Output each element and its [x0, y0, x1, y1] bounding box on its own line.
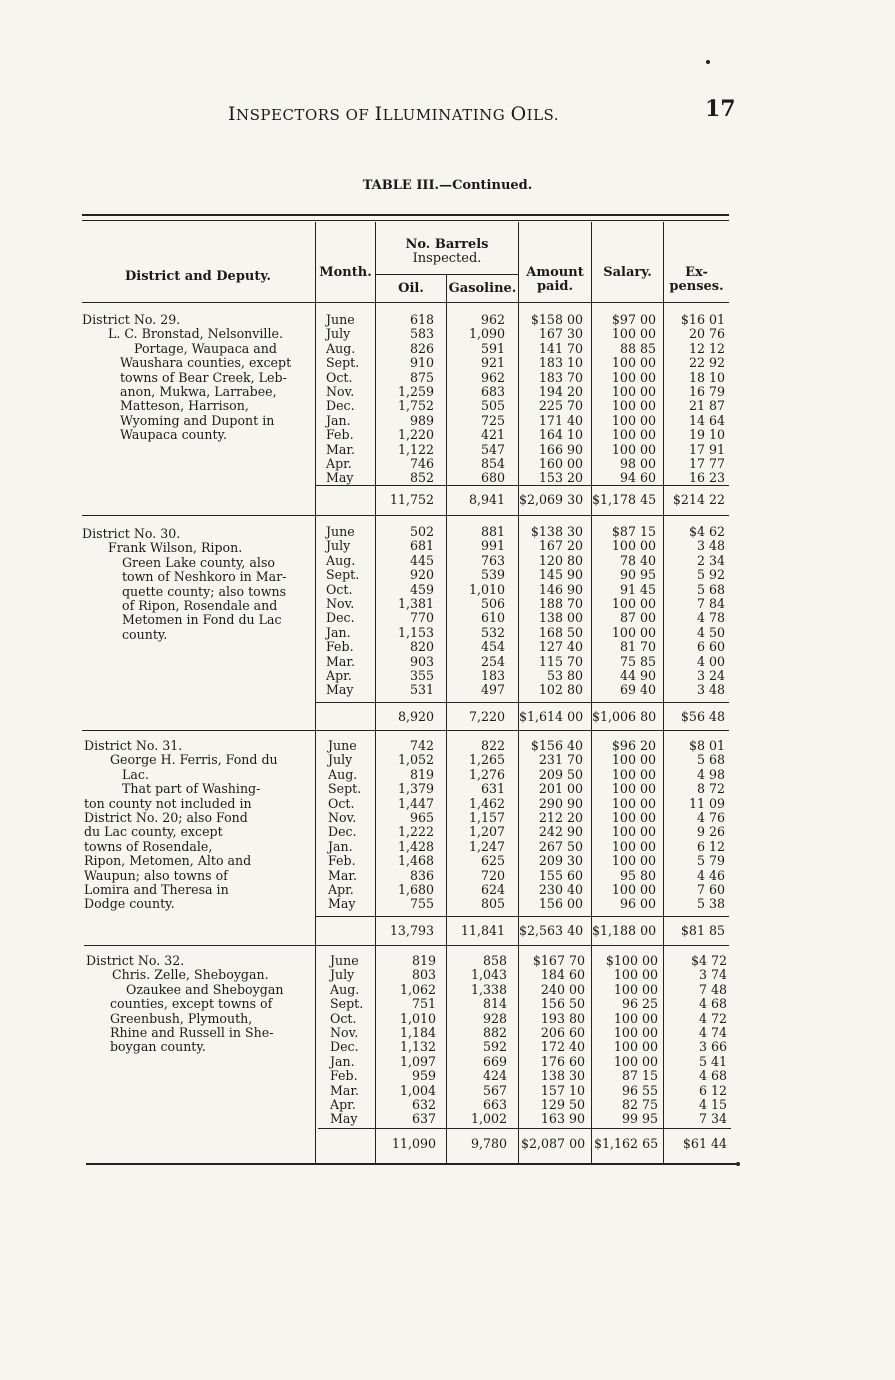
district-29-amount: $158 00 167 30 141 70 183 10 183 70 194 20 225 70 171 40 164 10 166 90 160 00 153 20 [530, 312, 583, 486]
district-31-amount: $156 40 231 70 209 50 201 00 290 90 212 20 242 90 267 50 209 30 155 60 230 40 156 00 [530, 738, 583, 912]
district-30-total-amount: $1,614 00 [519, 709, 584, 724]
district-29-expenses: $16 01 20 76 12 12 22 92 18 10 16 79 21 87 14 64 19 10 17 91 17 77 16 23 [680, 312, 725, 486]
district-31-total-gasoline: 11,841 [460, 923, 505, 938]
district-29-total-amount: $2,069 30 [519, 492, 584, 507]
district-32-total-expenses: $61 44 [682, 1136, 727, 1151]
district-32-total-amount: $2,087 00 [521, 1136, 586, 1151]
district-30-gasoline: 881 991 763 539 1,010 506 610 532 454 254 183 497 [468, 524, 505, 698]
header-oil: Oil. [398, 281, 424, 296]
district-29-total-rule [316, 485, 729, 486]
table-bottom-rule [86, 1163, 736, 1165]
district-31-bottom-rule [84, 945, 729, 946]
barrels-subrule [376, 274, 518, 275]
district-31-months: June July Aug. Sept. Oct. Nov. Dec. Jan. Feb. Mar. Apr. May [328, 738, 362, 912]
district-29-total-oil: 11,752 [389, 492, 434, 507]
district-30-bottom-rule [82, 730, 729, 731]
district-32-months: June July Aug. Sept. Oct. Nov. Dec. Jan. Feb. Mar. Apr. May [330, 953, 364, 1127]
header-amount: Amount paid. [526, 265, 584, 294]
district-32-total-salary: $1,162 65 [594, 1136, 659, 1151]
header-salary: Salary. [603, 265, 652, 280]
district-32-expenses: $4 72 3 74 7 48 4 68 4 72 4 74 3 66 5 41 4 68 6 12 4 15 7 34 [690, 953, 727, 1127]
header-expenses: Ex- penses. [669, 265, 724, 294]
district-30-salary: $87 15 100 00 78 40 90 95 91 45 100 00 87 00 100 00 81 70 75 85 44 90 69 40 [611, 524, 656, 698]
district-30-total-gasoline: 7,220 [468, 709, 505, 724]
district-29-months: June July Aug. Sept. Oct. Nov. Dec. Jan. Feb. Mar. Apr. May [326, 312, 360, 486]
district-29-bottom-rule [82, 515, 729, 516]
header-gasoline: Gasoline. [448, 281, 517, 296]
district-31-total-expenses: $81 85 [680, 923, 725, 938]
district-31-total-oil: 13,793 [389, 923, 434, 938]
district-31-salary: $96 20 100 00 100 00 100 00 100 00 100 00 100 00 100 00 100 00 95 80 100 00 96 00 [611, 738, 656, 912]
district-30-expenses: $4 62 3 48 2 34 5 92 5 68 7 84 4 78 4 50 6 60 4 00 3 24 3 48 [688, 524, 725, 698]
page-running-title: INSPECTORS OF ILLUMINATING OILS. [228, 103, 560, 125]
district-32-total-gasoline: 9,780 [470, 1136, 507, 1151]
header-bottom-rule [82, 302, 729, 303]
district-32-total-oil: 11,090 [391, 1136, 436, 1151]
district-31-total-amount: $2,563 40 [519, 923, 584, 938]
district-29-gasoline: 962 1,090 591 921 962 683 505 725 421 547 854 680 [468, 312, 505, 486]
district-32-total-rule [318, 1128, 731, 1129]
table-top-rule-inner [82, 220, 729, 221]
ink-speck [706, 60, 710, 64]
district-30-total-oil: 8,920 [397, 709, 434, 724]
district-30-amount: $138 30 167 20 120 80 145 90 146 90 188 70 138 00 168 50 127 40 115 70 53 80 102 80 [530, 524, 583, 698]
district-29-total-gasoline: 8,941 [468, 492, 505, 507]
page-number: 17 [705, 96, 736, 122]
district-31-expenses: $8 01 5 68 4 98 8 72 11 09 4 76 9 26 6 12 5 79 4 46 7 60 5 38 [688, 738, 725, 912]
district-31-total-rule [316, 916, 729, 917]
district-32-amount: $167 70 184 60 240 00 156 50 193 80 206 60 172 40 176 60 138 30 157 10 129 50 163 90 [532, 953, 585, 1127]
district-30-total-salary: $1,006 80 [592, 709, 657, 724]
district-31-oil: 742 1,052 819 1,379 1,447 965 1,222 1,428 1,468 836 1,680 755 [397, 738, 434, 912]
district-29-description: District No. 29. L. C. Bronstad, Nelsonville. Portage, Waupaca and Waushara counties, except towns of Bear Creek, Leb- anon, Mukwa, Larrabee, Matteson, Harrison, Wyoming and Dupont in Waupaca county. [82, 312, 292, 443]
district-31-gasoline: 822 1,265 1,276 631 1,462 1,157 1,207 1,247 625 720 624 805 [468, 738, 505, 912]
header-district: District and Deputy. [125, 269, 271, 284]
district-29-salary: $97 00 100 00 88 85 100 00 100 00 100 00 100 00 100 00 100 00 100 00 98 00 94 60 [611, 312, 656, 486]
district-30-oil: 502 681 445 920 459 1,381 770 1,153 820 903 355 531 [397, 524, 434, 698]
ink-speck [736, 1162, 740, 1166]
district-30-months: June July Aug. Sept. Oct. Nov. Dec. Jan. Feb. Mar. Apr. May [326, 524, 360, 698]
district-30-description: District No. 30. Frank Wilson, Ripon. Green Lake county, also town of Neshkoro in Mar- quette county; also towns of Ripon, Rosendale and Metomen in Fond du Lac county. [82, 526, 287, 642]
district-32-description: District No. 32. Chris. Zelle, Sheboygan. Ozaukee and Sheboygan counties, except towns of Greenbush, Plymouth, Rhine and Russell in She- boygan county. [86, 953, 284, 1055]
district-29-total-expenses: $214 22 [672, 492, 725, 507]
district-32-salary: $100 00 100 00 100 00 96 25 100 00 100 00 100 00 100 00 87 15 96 55 82 75 99 95 [605, 953, 658, 1127]
table-top-rule [82, 214, 729, 216]
district-31-total-salary: $1,188 00 [592, 923, 657, 938]
header-barrels: No. Barrels Inspected. [405, 237, 489, 266]
district-30-total-rule [316, 702, 729, 703]
table-title: TABLE III.—Continued. [362, 178, 533, 193]
header-month: Month. [319, 265, 372, 280]
district-30-total-expenses: $56 48 [680, 709, 725, 724]
district-32-gasoline: 858 1,043 1,338 814 928 882 592 669 424 567 663 1,002 [470, 953, 507, 1127]
district-31-description: District No. 31. George H. Ferris, Fond du Lac. That part of Washing- ton county not included in District No. 20; also Fond du Lac county, except towns of Rosendale, Ripon, Metomen, Alto and Waupun; also towns of Lomira and Theresa in Dodge county. [84, 738, 278, 912]
district-29-total-salary: $1,178 45 [592, 492, 657, 507]
district-29-oil: 618 583 826 910 875 1,259 1,752 989 1,220 1,122 746 852 [397, 312, 434, 486]
district-32-oil: 819 803 1,062 751 1,010 1,184 1,132 1,097 959 1,004 632 637 [399, 953, 436, 1127]
col-rule-month [315, 222, 316, 1163]
